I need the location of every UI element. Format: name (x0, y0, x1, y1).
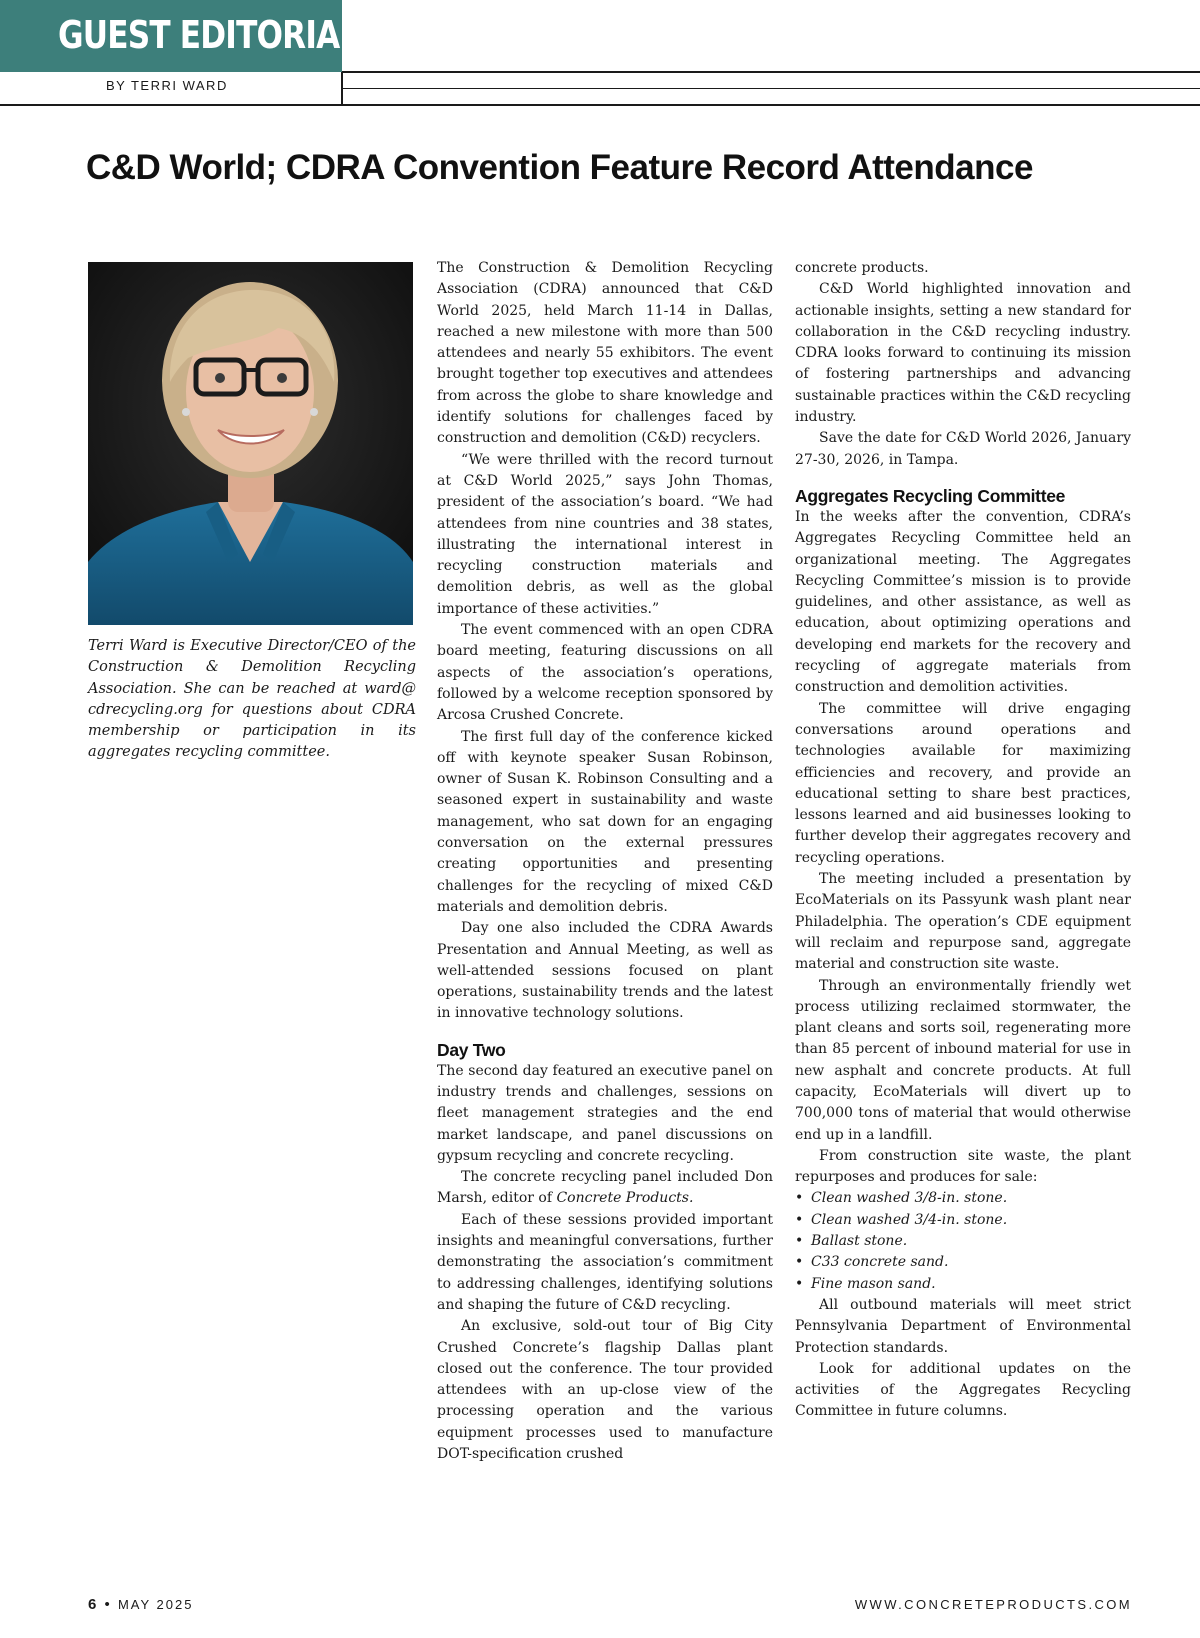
paragraph: Look for additional updates on the activities of the Aggregates Recycling Committee in future columns. (795, 1360, 1131, 1420)
list-item: • Clean washed 3/8-in. stone. (795, 1188, 1131, 1209)
subheading-day-two: Day Two (437, 1039, 506, 1060)
paragraph-text: The concrete recycling panel included Don Marsh, editor of (437, 1169, 773, 1207)
paragraph: All outbound materials will meet strict Pennsylvania Department of Environmental Protection standards. (795, 1296, 1131, 1356)
article-column-1 (437, 258, 773, 1465)
paragraph: Day one also included the CDRA Awards Presentation and Annual Meeting, as well as well-attended sessions focused on plant operations, sustainability trends and the latest in innovative technology solutions. (437, 920, 773, 1022)
article-column-2 (795, 258, 1131, 1423)
paragraph: The committee will drive engaging conversations around operations and technologies available for maximizing efficiencies and recovery, and provide an educational setting to share best practices, lessons learned and aid businesses looking to further develop their aggregates recovery and recycling operations. (795, 700, 1131, 866)
paragraph: The meeting included a presentation by EcoMaterials on its Passyunk wash plant near Philadelphia. The operation’s CDE equipment will reclaim and repurpose sand, aggregate material and construction site waste. (795, 871, 1131, 973)
paragraph: Each of these sessions provided important insights and meaningful conversations, further demonstrating the association’s commitment to addressing challenges, identifying solutions and shaping the future of C&D recycling. (437, 1211, 773, 1313)
article-headline: C&D World; CDRA Convention Feature Record Attendance (86, 148, 1033, 187)
paragraph: concrete products. (795, 260, 929, 276)
paragraph: From construction site waste, the plant repurposes and produces for sale: (795, 1147, 1131, 1186)
paragraph: Through an environmentally friendly wet process utilizing reclaimed stormwater, the plant cleans and sorts soil, regenerating more than 85 percent of inbound material for use in new asphalt and concrete products. At full capacity, EcoMaterials will divert up to 700,000 tons of material that would otherwise end up in a landfill. (795, 977, 1131, 1143)
photo-caption: Terri Ward is Executive Director/CEO of the Construction & Demolition Recycling Association. She can be reached at ward@ cdrecycling.org for questions about CDRA membership or participation in its aggregates recycling committee. (88, 638, 416, 761)
publication-name: Concrete Products. (556, 1190, 694, 1207)
paragraph: Save the date for C&D World 2026, January 27-30, 2026, in Tampa. (795, 430, 1131, 468)
paragraph: In the weeks after the convention, CDRA’s Aggregates Recycling Committee held an organizational meeting. The Aggregates Recycling Committee’s mission is to provide guidelines, and other assistance, as well as education, about optimizing operations and developing end markets for the recovery and recycling of aggregate materials from construction and demolition activities. (795, 508, 1131, 696)
page-footer-left (88, 1596, 193, 1613)
paragraph (437, 1167, 773, 1210)
paragraph: C&D World highlighted innovation and actionable insights, setting a new standard for collaboration in the C&D recycling industry. CDRA looks forward to continuing its mission of fostering partnerships and advancing sustainable practices within the C&D recycling industry. (795, 281, 1131, 426)
header-rule-bottom (0, 104, 1200, 106)
paragraph: The Construction & Demolition Recycling Association (CDRA) announced that C&D World 2025, held March 11-14 in Dallas, reached a new milestone with more than 500 attendees and nearly 55 exhibitors. The event brought together top executives and attendees from across the globe to share knowledge and identify solutions for challenges faced by construction and demolition (C&D) recyclers. (437, 260, 773, 447)
subheading-aggregates: Aggregates Recycling Committee (795, 485, 1066, 506)
header-rule-top (342, 71, 1200, 73)
page-number: 6 (88, 1596, 99, 1613)
header-rule-mid (342, 88, 1200, 89)
paragraph: The second day featured an executive panel on industry trends and challenges, sessions on fleet management strategies and the end market landscape, and panel discussions on gypsum recycling and concrete recycling. (437, 1062, 773, 1164)
list-item: • Clean washed 3/4-in. stone. (795, 1210, 1131, 1231)
author-photo (88, 262, 413, 625)
paragraph: The first full day of the conference kicked off with keynote speaker Susan Robinson, owner of Susan K. Robinson Consulting and a seasoned expert in sustainability and waste management, who sat down for an engaging conversation on the external pressures creating opportunities and presenting challenges for the recycling of mixed C&D materials and demolition debris. (437, 728, 773, 915)
byline: BY TERRI WARD (106, 78, 228, 93)
product-list (795, 1188, 1131, 1294)
paragraph: The event commenced with an open CDRA board meeting, featuring discussions on all aspects of the association’s operations, followed by a welcome reception sponsored by Arcosa Crushed Concrete. (437, 622, 773, 724)
list-item: • C33 concrete sand. (795, 1252, 1131, 1273)
paragraph: “We were thrilled with the record turnout at C&D World 2025,” says John Thomas, president of the association’s board. “We had attendees from nine countries and 38 states, illustrating the international interest in recycling construction materials and demolition debris, as well as the global importance of these activities.” (437, 451, 773, 617)
header-rule-vertical (341, 72, 343, 105)
website-link[interactable]: WWW.CONCRETEPRODUCTS.COM (854, 1597, 1132, 1612)
footer-separator: • (104, 1596, 112, 1613)
list-item: • Ballast stone. (795, 1231, 1131, 1252)
issue-date: MAY 2025 (117, 1597, 194, 1612)
list-item: • Fine mason sand. (795, 1274, 1131, 1295)
paragraph: An exclusive, sold-out tour of Big City Crushed Concrete’s flagship Dallas plant closed out the conference. The tour provided attendees with an up-close view of the processing operation and the various equipment processes used to manufacture DOT-specification crushed (437, 1318, 773, 1463)
section-title: GUEST EDITORIAL (58, 13, 359, 57)
